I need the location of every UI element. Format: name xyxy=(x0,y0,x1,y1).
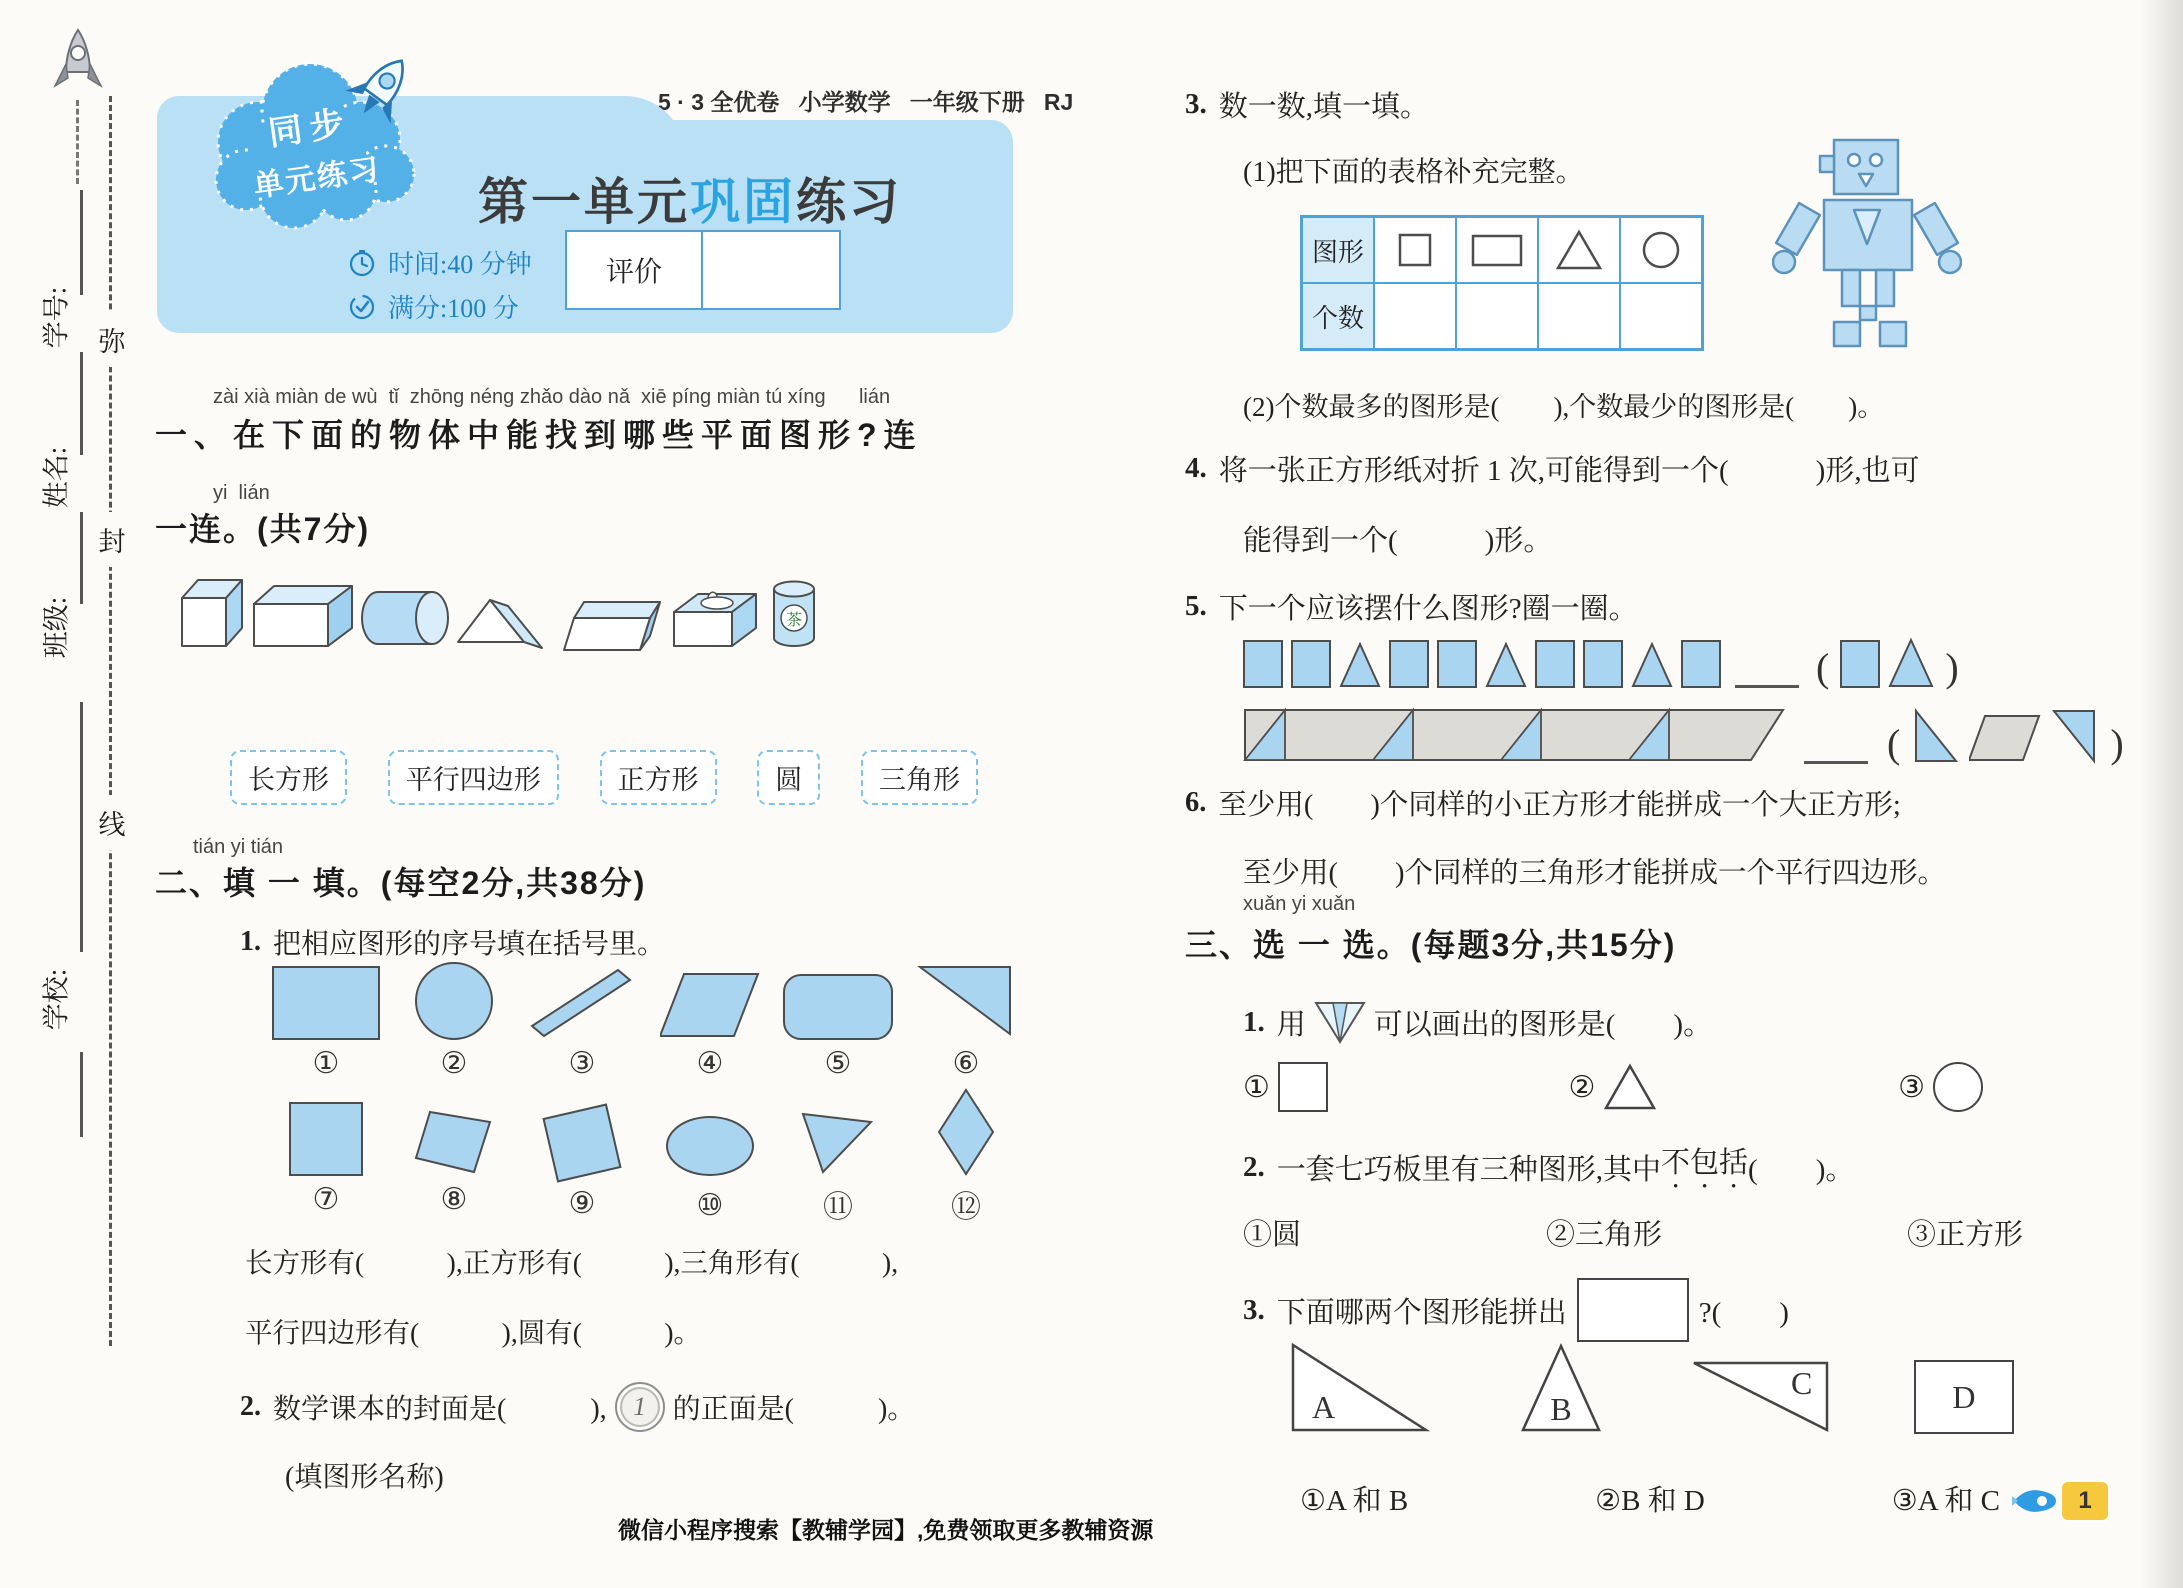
clock-icon xyxy=(348,249,376,277)
shape-3-number: ③ xyxy=(568,1046,596,1081)
page-title xyxy=(420,162,960,234)
shape-9-rotated-square xyxy=(542,1103,621,1182)
check-icon xyxy=(348,293,376,321)
shape-2-circle xyxy=(415,962,493,1040)
q2-5-number: 5. xyxy=(1185,590,1207,622)
shapes-grid-row1 xyxy=(262,952,1030,1081)
q3-1-option-3 xyxy=(1898,1062,1983,1112)
shape-2-number: ② xyxy=(440,1046,468,1081)
table-header-count: 个数 xyxy=(1302,283,1374,349)
pattern-triangle xyxy=(1339,642,1381,688)
tea-can-object xyxy=(766,576,822,652)
shape-D-rectangle xyxy=(1914,1360,2014,1434)
q2-3 xyxy=(1185,84,1429,125)
pattern-square xyxy=(1583,640,1623,688)
shape-8-number: ⑧ xyxy=(440,1182,468,1217)
triangular-prism-object xyxy=(454,592,560,652)
seal-line xyxy=(109,96,112,1346)
shape-B-triangle xyxy=(1513,1342,1609,1434)
cone-shape-icon xyxy=(1314,998,1366,1046)
title-highlight: 巩固 xyxy=(690,174,796,230)
q2-6-line1 xyxy=(1185,782,1901,823)
evaluation-blank xyxy=(703,232,839,308)
q2-4-line1 xyxy=(1185,448,1920,489)
shape-1-rectangle xyxy=(272,966,380,1040)
pattern-row-1 xyxy=(1243,638,1962,688)
q3-3-option-1: ①A 和 B xyxy=(1300,1485,1409,1517)
q2-3-text: 数一数,填一填。 xyxy=(1218,91,1430,123)
q3-1-option-1 xyxy=(1243,1062,1328,1112)
shape-D-label: D xyxy=(1952,1378,1976,1415)
q3-3-shapes xyxy=(1290,1342,2014,1434)
q3-2-number: 2. xyxy=(1243,1151,1265,1183)
option-number: ① xyxy=(1243,1070,1270,1104)
card-square: 正方形 xyxy=(600,750,717,805)
q2-6-number: 6. xyxy=(1185,786,1207,818)
pattern-square xyxy=(1291,640,1331,688)
writing-line xyxy=(80,1052,83,1137)
coin-icon: 1 xyxy=(615,1382,665,1432)
q3-1-option-2 xyxy=(1569,1062,1658,1112)
shape-4-parallelogram xyxy=(660,972,760,1040)
shape-6-number: ⑥ xyxy=(952,1046,980,1081)
q2-3-number: 3. xyxy=(1185,88,1207,120)
target-rectangle-icon xyxy=(1577,1278,1689,1342)
name-label: 姓名: xyxy=(41,446,72,509)
shape-C-triangle xyxy=(1691,1360,1831,1434)
pattern-triangle xyxy=(1631,642,1673,688)
option-number: ② xyxy=(1568,1070,1596,1104)
pattern-square xyxy=(1437,640,1477,688)
shape-11-number: ⑪ xyxy=(823,1190,853,1225)
q2-4-number: 4. xyxy=(1185,452,1207,484)
title-post: 练习 xyxy=(796,174,902,230)
pattern-square xyxy=(1243,640,1283,688)
school-label: 学校: xyxy=(41,968,72,1031)
class-label: 班级: xyxy=(41,596,72,659)
q2-3-sub1: (1)把下面的表格补充完整。 xyxy=(1243,157,1584,188)
parallelepiped-object xyxy=(562,596,664,652)
option-square xyxy=(1840,640,1880,688)
q2-2-note: (填图形名称) xyxy=(285,1462,444,1493)
section1-heading: 一、在下面的物体中能找到哪些平面图形?连 xyxy=(155,417,923,453)
q2-5-text: 下一个应该摆什么图形?圈一圈。 xyxy=(1218,593,1638,625)
q3-2-text-emphasized: 不包括 xyxy=(1661,1147,1749,1179)
title-pre: 第一单元 xyxy=(478,174,690,230)
q3-3-option-2: ②B 和 D xyxy=(1595,1485,1705,1517)
pattern-square xyxy=(1535,640,1575,688)
q2-2 xyxy=(240,1382,915,1432)
q3-3-text-a: 下面哪两个图形能拼出 xyxy=(1276,1296,1567,1329)
shape-12-rhombus xyxy=(937,1088,995,1176)
q3-1 xyxy=(1243,998,1712,1046)
q2-4-text1: 将一张正方形纸对折 1 次,可能得到一个( )形,也可 xyxy=(1218,455,1920,487)
shape-B-label: B xyxy=(1549,1391,1572,1427)
option-flipped-triangle xyxy=(2051,708,2097,764)
tea-label: 茶 xyxy=(785,612,803,629)
shape-7-square xyxy=(289,1102,363,1176)
option-square-icon xyxy=(1278,1062,1328,1112)
q3-2-text-pre: 一套七巧板里有三种图形,其中 xyxy=(1276,1154,1662,1186)
table-count-cell xyxy=(1456,283,1538,349)
card-parallelogram: 平行四边形 xyxy=(388,750,559,805)
paren-open: ( xyxy=(1816,645,1830,690)
option-triangle-icon xyxy=(1603,1063,1657,1111)
footer-text: 微信小程序搜索【教辅学园】,免费领取更多教辅资源 xyxy=(618,1517,1154,1543)
q3-2-text-post: ( )。 xyxy=(1748,1154,1855,1186)
page-number: 1 xyxy=(2060,1480,2110,1522)
q2-5 xyxy=(1185,586,1638,627)
q3-3-option-3: ③A 和 C xyxy=(1891,1485,2000,1517)
student-no-label: 学号: xyxy=(41,286,72,349)
q3-3-options xyxy=(1300,1478,2000,1519)
q3-2-option-3: ③正方形 xyxy=(1906,1219,2023,1251)
brand-header: 5 · 3 全优卷 小学数学 一年级下册 RJ xyxy=(658,89,1074,115)
shape-A-triangle xyxy=(1290,1342,1430,1434)
objects-row xyxy=(172,556,822,652)
fill-blanks-line2: 平行四边形有( ),圆有( )。 xyxy=(245,1317,702,1348)
time-label: 时间:40 分钟 xyxy=(388,250,532,279)
shape-10-ellipse xyxy=(666,1116,754,1176)
q2-2-text-b: 的正面是( )。 xyxy=(672,1394,916,1425)
q3-2 xyxy=(1243,1140,1854,1195)
q2-2-text-a: 数学课本的封面是( ), xyxy=(273,1394,607,1425)
q3-3-text-b: ?( ) xyxy=(1698,1296,1789,1329)
option-triangle xyxy=(1888,638,1934,688)
shape-10-number: ⑩ xyxy=(696,1188,724,1223)
shape-7-number: ⑦ xyxy=(312,1182,340,1217)
section1-pinyin2: yi lián xyxy=(213,482,270,504)
pattern-triangle xyxy=(1485,642,1527,688)
cuboid-object xyxy=(246,578,358,652)
q2-3-sub2: (2)个数最多的图形是( ),个数最少的图形是( )。 xyxy=(1243,392,1885,422)
seal-char-feng: 封 xyxy=(96,512,128,567)
section2-heading: 二、填 一 填。(每空2分,共38分) xyxy=(155,865,647,901)
q2-6-text1: 至少用( )个同样的小正方形才能拼成一个大正方形; xyxy=(1218,790,1901,821)
section1-pinyin: zài xià miàn de wù tǐ zhōng néng zhǎo dào nǎ xiē píng miàn tú xíng lián xyxy=(213,386,891,408)
time-row xyxy=(348,244,532,281)
option-number: ③ xyxy=(1898,1070,1925,1104)
q3-1-text-a: 用 xyxy=(1276,1008,1306,1041)
tissue-box-object xyxy=(666,588,764,652)
paren-close: ) xyxy=(1945,645,1959,690)
table-count-cell xyxy=(1538,283,1620,349)
q3-3 xyxy=(1243,1278,1789,1342)
evaluation-label: 评价 xyxy=(567,232,703,308)
seal-char-xian: 线 xyxy=(96,795,128,850)
page-rocket-icon xyxy=(2010,1484,2060,1518)
paren-open: ( xyxy=(1887,721,1901,766)
q3-2-options xyxy=(1243,1212,2023,1253)
page-edge-shadow xyxy=(2140,0,2183,1588)
section3-pinyin: xuǎn yi xuǎn xyxy=(1243,893,1356,915)
q3-2-option-1: ①圆 xyxy=(1243,1219,1302,1251)
table-rectangle-icon xyxy=(1469,230,1525,270)
q2-2-number: 2. xyxy=(240,1391,261,1422)
q3-1-number: 1. xyxy=(1243,1005,1265,1038)
school-writing-line xyxy=(80,702,83,952)
shape-12-number: ⑫ xyxy=(951,1190,981,1225)
robot-illustration xyxy=(1772,132,1962,362)
evaluation-box xyxy=(565,230,841,310)
shape-11-triangle xyxy=(801,1110,875,1176)
rocket-icon xyxy=(52,26,104,98)
card-rectangle: 长方形 xyxy=(230,750,347,805)
q3-1-text-b: 可以画出的图形是( )。 xyxy=(1373,1008,1713,1041)
answer-blank-line xyxy=(1735,679,1799,688)
shapes-grid-row2 xyxy=(262,1088,1030,1226)
shape-4-number: ④ xyxy=(696,1046,724,1081)
page-number-badge xyxy=(2010,1480,2110,1522)
q2-4-line2: 能得到一个( )形。 xyxy=(1243,525,1553,557)
seal-char-mi: 弥 xyxy=(96,312,128,367)
shape-A-label: A xyxy=(1312,1389,1336,1425)
shape-1-number: ① xyxy=(312,1046,340,1081)
option-circle-icon xyxy=(1933,1062,1983,1112)
shape-cards-row xyxy=(230,750,978,805)
shape-5-rounded-rect xyxy=(783,974,893,1040)
section2-pinyin: tián yi tián xyxy=(193,836,284,858)
badge-line1: 同步 xyxy=(265,103,355,153)
q3-3-number: 3. xyxy=(1243,1293,1265,1326)
section1-heading2: 一连。(共7分) xyxy=(155,511,371,547)
shape-5-number: ⑤ xyxy=(824,1046,852,1081)
q2-1-number: 1. xyxy=(240,926,261,957)
option-parallelogram xyxy=(1969,714,2041,764)
q3-1-options xyxy=(1243,1062,1983,1112)
name-writing-line xyxy=(80,352,83,455)
table-count-cell xyxy=(1620,283,1702,349)
shape-6-right-triangle xyxy=(917,964,1015,1040)
score-label: 满分:100 分 xyxy=(388,294,519,323)
badge-line2: 单元练习 xyxy=(251,152,383,204)
section3-heading: 三、选 一 选。(每题3分,共15分) xyxy=(1185,927,1677,963)
table-circle-icon xyxy=(1639,228,1683,272)
student-no-writing-line xyxy=(80,190,83,295)
score-row xyxy=(348,288,519,325)
class-writing-line xyxy=(80,512,83,604)
pattern-square xyxy=(1389,640,1429,688)
shape-C-label: C xyxy=(1791,1365,1813,1401)
rocket-exhaust-line xyxy=(76,100,79,184)
q3-2-option-2: ②三角形 xyxy=(1545,1219,1662,1251)
shape-8-quadrilateral xyxy=(414,1108,494,1176)
table-square-icon xyxy=(1395,230,1435,270)
table-header-shape: 图形 xyxy=(1302,217,1374,283)
q2-1-text: 把相应图形的序号填在括号里。 xyxy=(273,929,666,960)
option-right-triangle xyxy=(1913,708,1959,764)
pattern-strip xyxy=(1243,706,1788,764)
count-table xyxy=(1300,215,1704,351)
paren-close: ) xyxy=(2110,721,2124,766)
table-count-cell xyxy=(1374,283,1456,349)
q2-6-line2: 至少用( )个同样的三角形才能拼成一个平行四边形。 xyxy=(1243,858,1946,889)
fill-blanks-line1: 长方形有( ),正方形有( ),三角形有( ), xyxy=(245,1247,899,1278)
shape-9-number: ⑨ xyxy=(568,1186,596,1221)
shape-3-strip xyxy=(530,968,634,1040)
table-triangle-icon xyxy=(1553,228,1605,272)
card-circle: 圆 xyxy=(757,750,820,805)
answer-blank-line xyxy=(1804,755,1868,764)
card-triangle: 三角形 xyxy=(861,750,978,805)
pattern-square xyxy=(1681,640,1721,688)
cylinder-object xyxy=(360,584,452,652)
cube-object xyxy=(172,572,244,652)
pattern-row-2 xyxy=(1243,706,2127,764)
